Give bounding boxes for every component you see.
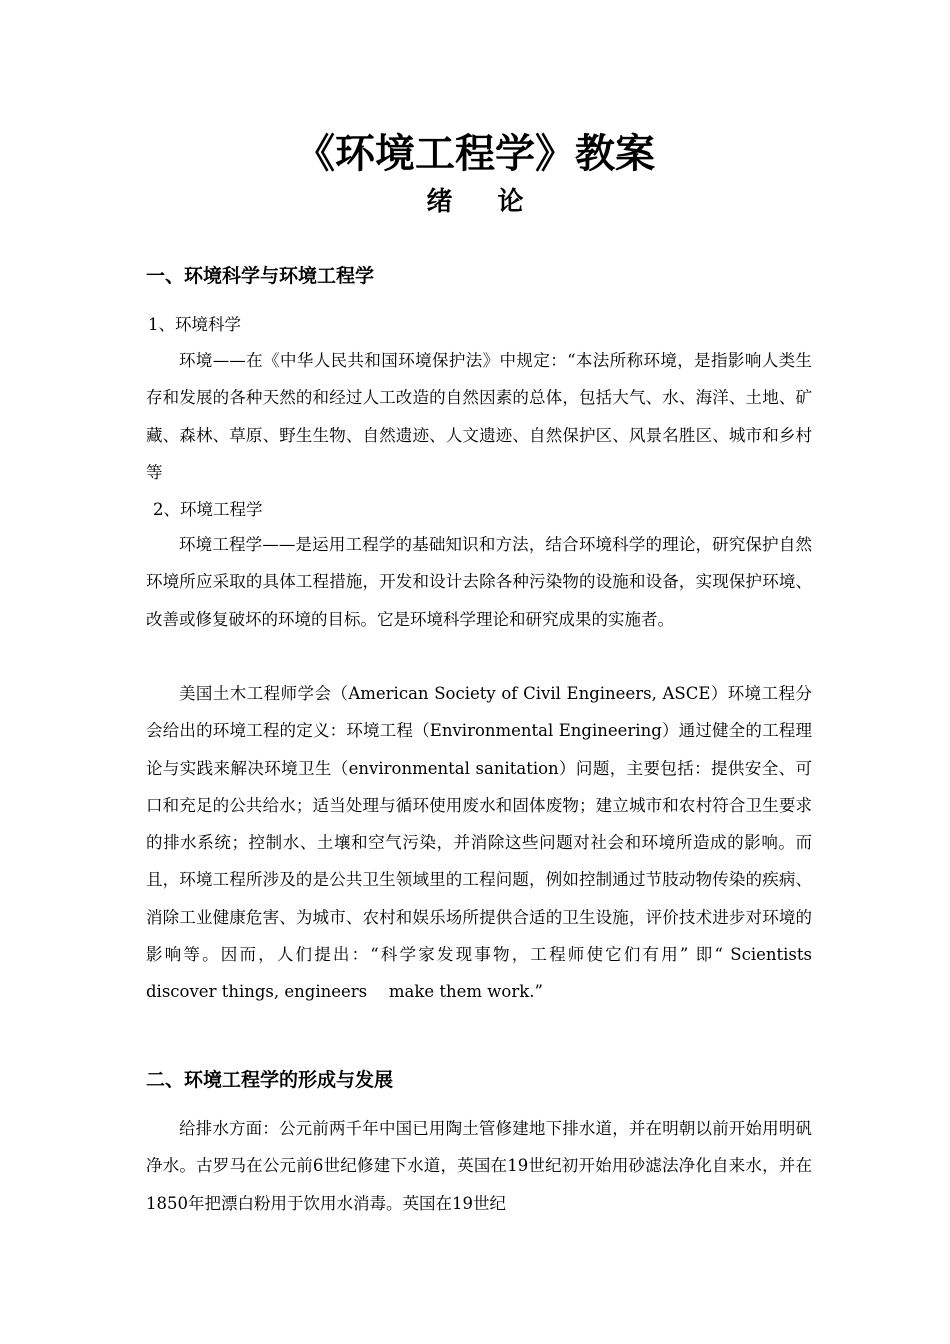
subsection-2-paragraph-1: 环境工程学——是运用工程学的基础知识和方法，结合环境科学的理论，研究保护自然环境所应采取的具体工程措施，开发和设计去除各种污染物的设施和设备，实现保护环境、改善或修复破坏的环境的目标。它是环境科学理论和研究成果的实施者。 [146, 535, 812, 629]
subsection-2-paragraph-2: 美国土木工程师学会（American Society of Civil Engineers, ASCE）环境工程分会给出的环境工程的定义：环境工程（Environmental Engineering）通过健全的工程理论与实践来解决环境卫生（environmental sanitation）问题，主要包括：提供安全、可口和充足的公共给水；适当处理与循环使用废水和固体废物；建立城市和农村符合卫生要求的排水系统；控制水、土壤和空气污染，并消除这些问题对社会和环境所造成的影响。而且，环境工程所涉及的是公共卫生领域里的工程问题，例如控制通过节肢动物传染的疾病、消除工业健康危害、为城市、农村和娱乐场所提供合适的卫生设施，评价技术进步对环境的影响等。因而，人们提出：“科学家发现事物，工程师使它们有用” 即“ Scientists discover things, engineers make them work.” [146, 684, 812, 1002]
document-title: 《环境工程学》教案 [295, 130, 655, 177]
subsection-1-paragraph: 环境——在《中华人民共和国环境保护法》中规定：“本法所称环境，是指影响人类生存和发展的各种天然的和经过人工改造的自然因素的总体，包括大气、水、海洋、土地、矿藏、森林、草原、野生生物、自然遗迹、人文遗迹、自然保护区、风景名胜区、城市和乡村等 [146, 351, 812, 482]
section-2-paragraph: 给排水方面：公元前两千年中国已用陶土管修建地下排水道，并在明朝以前开始用明矾净水。古罗马在公元前6世纪修建下水道，英国在19世纪初开始用砂滤法净化自来水，并在1850年把漂白粉用于饮用水消毒。英国在19世纪 [146, 1119, 812, 1213]
subsection-1-heading: 1、环境科学 [148, 315, 241, 334]
subsection-2-heading: 2、环境工程学 [153, 500, 263, 519]
section-1-heading: 一、环境科学与环境工程学 [146, 265, 375, 287]
document-subtitle: 绪 论 [426, 187, 542, 217]
section-2-heading: 二、环境工程学的形成与发展 [146, 1069, 394, 1091]
